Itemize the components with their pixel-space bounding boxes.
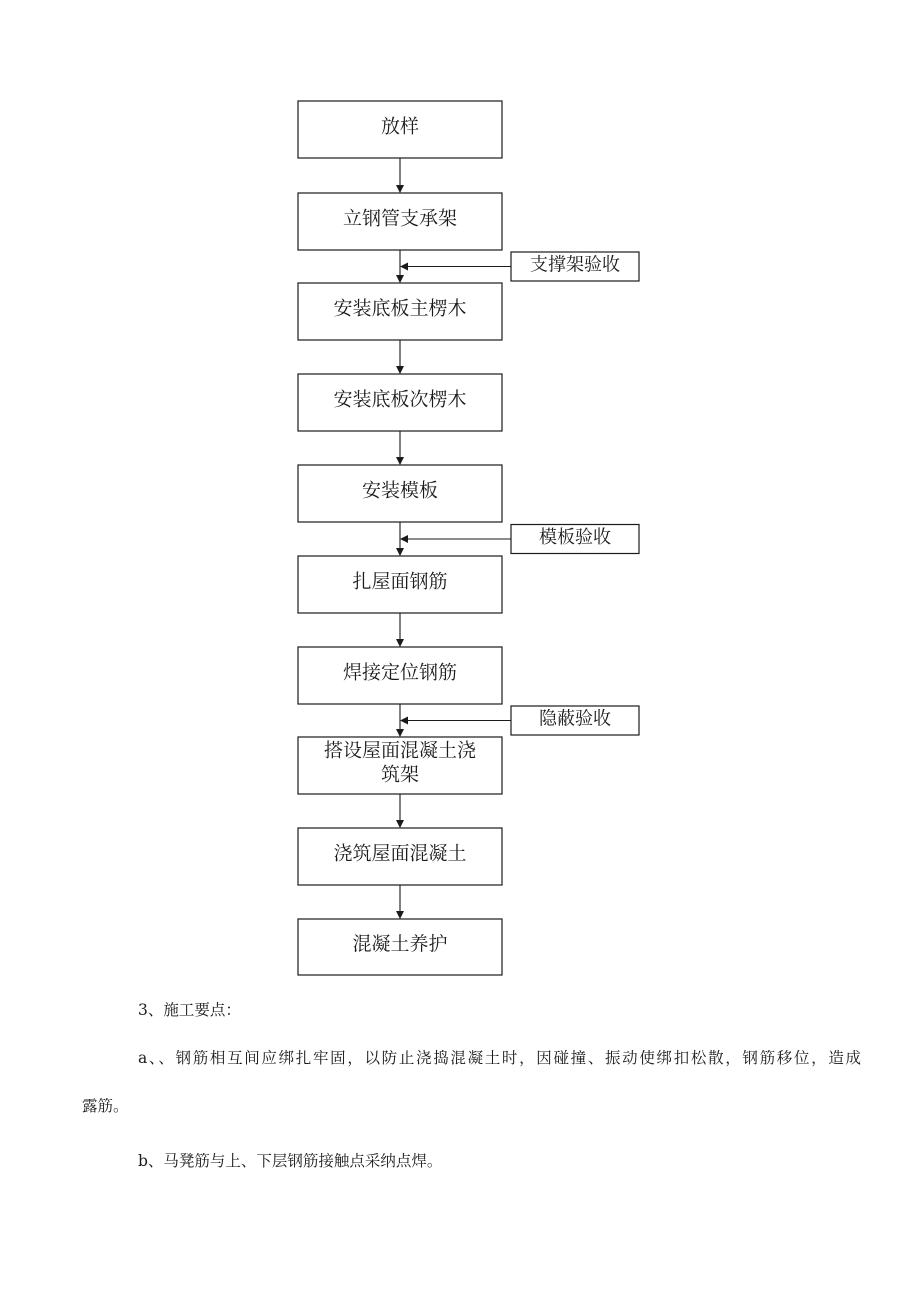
flow-step-label: 安装模板 (361, 479, 439, 502)
paragraph-b: b、马凳筋与上、下层钢筋接触点采纳点焊。 (138, 1152, 443, 1170)
inspection-label: 模板验收 (539, 527, 611, 548)
flow-step-label: 焊接定位钢筋 (342, 661, 458, 684)
flow-step (298, 647, 502, 704)
flow-step (298, 193, 502, 250)
flow-step-label: 浇筑屋面混凝土 (333, 842, 467, 865)
paragraph-a: a、、钢筋相互间应绑扎牢固，以防止浇捣混凝土时，因碰撞、振动使绑扣松散，钢筋移位，造成 (138, 1049, 861, 1067)
flow-step (298, 101, 502, 158)
flow-step (298, 828, 502, 885)
inspection-step (401, 252, 639, 281)
flow-step-label: 混凝土养护 (352, 933, 448, 955)
flow-step-label: 安装底板主楞木 (333, 297, 467, 320)
inspection-label: 支撑架验收 (530, 254, 620, 276)
flow-step (298, 556, 502, 613)
flow-step-label: 放样 (380, 115, 420, 138)
flow-step (298, 465, 502, 522)
flow-step-label: 安装底板次楞木 (333, 388, 467, 411)
inspection-step (401, 525, 639, 554)
inspection-step (401, 706, 639, 735)
paragraph-a-continuation: 露筋。 (82, 1097, 129, 1115)
flow-step (298, 374, 502, 431)
flow-step-label: 搭设屋面混凝土浇 (323, 739, 477, 762)
flow-step (298, 919, 502, 975)
flow-step-label: 扎屋面钢筋 (352, 570, 448, 593)
section-heading: 3、施工要点： (138, 1001, 241, 1019)
inspection-label: 隐蔽验收 (539, 708, 611, 730)
flow-step-label: 筑架 (380, 763, 420, 786)
flow-step (298, 283, 502, 340)
flow-step (298, 737, 502, 794)
flow-step-label: 立钢管支承架 (342, 207, 458, 230)
